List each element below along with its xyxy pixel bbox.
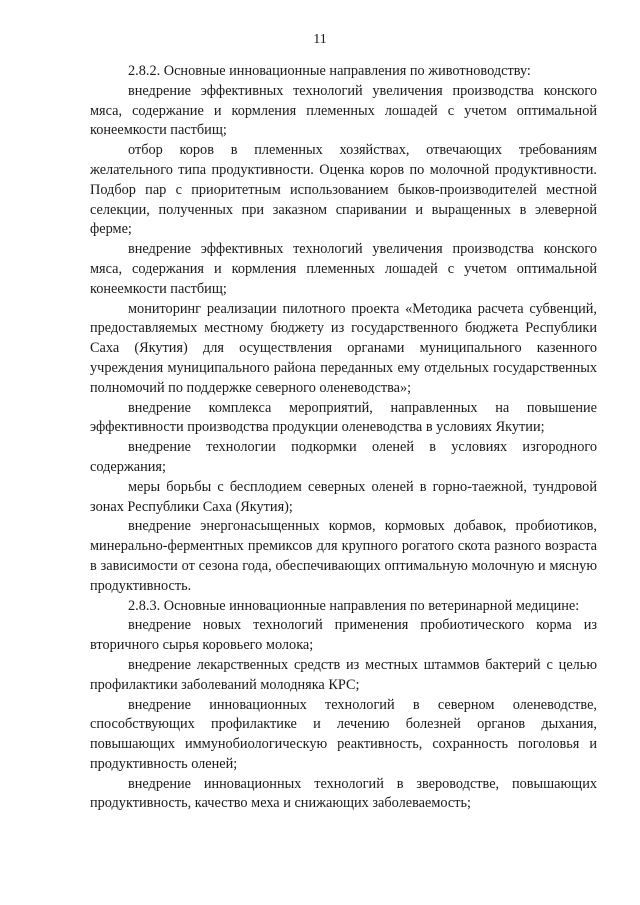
list-item: меры борьбы с бесплодием северных оленей в горно-таежной, тундровой зонах Республики Саха (Якутия);: [90, 478, 597, 515]
list-item: отбор коров в племенных хозяйствах, отвечающих требованиям желательного типа продуктивности. Оценка коров по молочной продуктивности. Подбор пар с приоритетным использованием быков-производителей местной селекции, полученных при заказном спаривании и выращенных в элеверной ферме;: [90, 142, 597, 238]
list-item: внедрение новых технологий применения пробиотического корма из вторичного сырья коровьего молока;: [90, 617, 597, 654]
section-heading-2-8-3: 2.8.3. Основные инновационные направления по ветеринарной медицине:: [128, 597, 580, 614]
page-number: 11: [313, 32, 327, 47]
list-item: внедрение эффективных технологий увеличения производства конского мяса, содержание и кормления племенных лошадей с учетом оптимальной конеемкости пастбищ;: [90, 82, 597, 139]
list-item: внедрение эффективных технологий увеличения производства конского мяса, содержания и кормления племенных лошадей с учетом оптимальной конеемкости пастбищ;: [90, 241, 597, 297]
section-heading-2-8-2: 2.8.2. Основные инновационные направления по животноводству:: [128, 63, 531, 79]
document-body: [90, 62, 597, 814]
list-item: внедрение комплекса мероприятий, направленных на повышение эффективности производства продукции оленеводства в условиях Якутии;: [90, 399, 597, 436]
list-item: внедрение инновационных технологий в северном оленеводстве, способствующих профилактике и лечению болезней органов дыхания, повышающих иммунобиологическую реактивность, сохранность поголовья и продуктивность оленей;: [90, 696, 597, 772]
list-item: внедрение технологии подкормки оленей в условиях изгородного содержания;: [90, 439, 597, 475]
list-item: внедрение энергонасыщенных кормов, кормовых добавок, пробиотиков, минерально-ферментных премиксов для крупного рогатого скота разного возраста в зависимости от сезона года, обеспечивающих оптимальную молочную и мясную продуктивность.: [90, 518, 597, 594]
list-item: мониторинг реализации пилотного проекта «Методика расчета субвенций, предоставляемых местному бюджету из государственного бюджета Республики Саха (Якутия) для осуществления органами муниципального казенного учреждения муниципального района переданных ему отдельных государственных полномочий по поддержке северного оленеводства»;: [90, 300, 597, 396]
list-item: внедрение инновационных технологий в звероводстве, повышающих продуктивность, качество меха и снижающих заболеваемость;: [90, 775, 597, 812]
list-item: внедрение лекарственных средств из местных штаммов бактерий с целью профилактики заболеваний молодняка КРС;: [90, 656, 597, 693]
